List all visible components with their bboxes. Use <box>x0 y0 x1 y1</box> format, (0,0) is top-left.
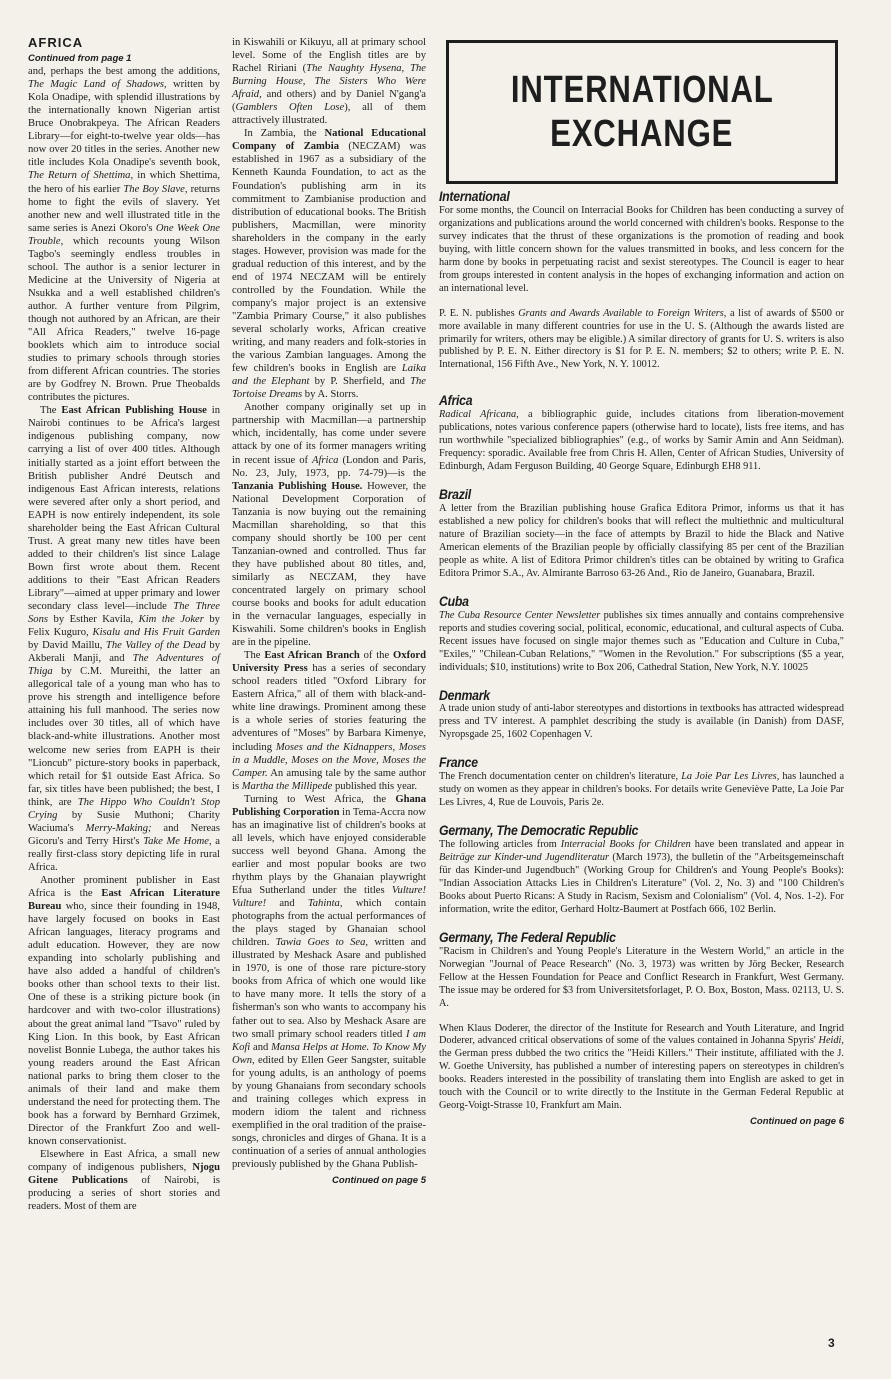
subsection-denmark <box>439 686 844 743</box>
subsection-heading: Denmark <box>439 686 490 703</box>
subsection-brazil <box>439 488 844 581</box>
paragraph: Turning to West Africa, the Ghana Publishing Corporation in Tema-Accra now has an imaginative list of children's books at all levels, which have enjoyed considerable success well beyond Ghana. Among the earlier and most popular books are two rhythm plays by the Ghanaian playwright Efua Sutherland under the titles Vulture! Vulture! and Tahinta, which contain photographs from the actual performances of the plays staged by Ghanaian school children. Tawia Goes to Sea, written and illustrated by Meshack Asare and published in 1970, is one of those rare picture-story books from Africa of which one would like to have many more. It tells the story of a fisherman's son who wants to accompany his father out to sea. Also by Meshack Asare are two small primary school readers titled I am Kofi and Mansa Helps at Home. To Know My Own, edited by Ellen Geer Sangster, suitable for young adults, is an anthology of poems by young Ghanaians from secondary schools and training colleges which express in modern idiom the talent and richness exemplified in the oral tradition of the praise-songs, chronicles and dirges of Ghana. It is a continuation of a series of annual anthologies previously published by the Ghana Publish- <box>232 793 427 1171</box>
subsection-heading: International <box>439 188 510 204</box>
subsection-france <box>439 756 844 810</box>
paragraph: When Klaus Doderer, the director of the Institute for Research and Youth Literature, and Ingrid Doderer, advanced critical observations of some of the values contained in Johanna Spyris' Heidi, the German press dubbed the two critics the "Heidi Killers." Their institute, affiliated with the J. W. Goethe University, has published a number of interesting papers on stereotypes in children's books. Readers interested in the possibility of translating them into English are asked to get in touch with the Council or to write directly to the Institute in the German Federal Republic at Georg-Voigt-Strasse 10, Frankfurt am Main. <box>439 1022 844 1112</box>
continued-on-label: Continued on page 5 <box>332 1175 426 1187</box>
masthead-title-line2: EXCHANGE <box>550 113 734 155</box>
subsection-germany-federal <box>439 928 844 1113</box>
column-right <box>439 190 844 1129</box>
paragraph: A trade union study of anti-labor stereotypes and distortions in textbooks has attracted widespread press and TV interest. A pamphlet describing the study is available (in Danish) from DASF, Nyropsgade 25, 1602 Copenhagen V. <box>439 703 844 741</box>
paragraph: P. E. N. publishes Grants and Awards Available to Foreign Writers, a list of awards of $500 or more available in many different countries for use in the U. S. (Although the awards listed are primarily for writers, others may be eligible.) A similar directory of grants for U. S. writers is also published by P. E. N. Either directory is $1 for P. E. N. members; $2 to others; write P. E. N. International, 156 Fifth Ave., New York, N. Y. 10012. <box>439 307 844 371</box>
column-left <box>28 36 220 1213</box>
masthead-title-line1: INTERNATIONAL <box>510 69 774 111</box>
paragraph: For some months, the Council on Interracial Books for Children has been conducting a survey of organizations and publications around the world concerned with children's books. Response to the survey indicates that the thrust of these organizations is the promotion of reading and book buying, with little concern shown for the values transmitted in books, and less concern for the harm done by books in perpetuating racist and sexist stereotypes. The Council is eager to hear from groups interested in content analysis in the hopes of exchanging information and action on an international level. <box>439 204 844 294</box>
subsection-heading: Cuba <box>439 592 469 609</box>
subsection-heading: Africa <box>439 392 473 409</box>
paragraph: "Racism in Children's and Young People's Literature in the Western World," an article in the Norwegian "Journal of Peace Research" (No. 3, 1973) was written by Jörg Becker, Research Fellow at the Hessen Foundation for Peace and Conflict Research in Frankfurt, West Germany. The issue may be ordered for $3 from Universitetsforlaget, P. O. Box, Boston, Mass. 02113, U. S. A. <box>439 945 844 1009</box>
continued-on-label: Continued on page 6 <box>750 1116 844 1128</box>
subsection-germany-democratic <box>439 824 844 917</box>
subsection-heading: Brazil <box>439 486 471 503</box>
subsection-heading: France <box>439 754 478 771</box>
paragraph: The French documentation center on children's literature, La Joie Par Les Livres, has launched a study on women as they appear in children's books. For details write Geneviève Patte, La Joie Par Les Livres, 4, Rue de Louvois, Paris 2e. <box>439 771 845 809</box>
paragraph: A letter from the Brazilian publishing house Grafica Editora Primor, informs us that it has established a new policy for children's books that will reflect the multiethnic and multicultural nature of Brazilian society—in the face of attempts by Brazil to hide the Black and Native American elements of the Brazilian people by officially classifying 85 per cent of the Brazilian people as white. A list of Editora Primor children's titles can be obtained by writing to Grafica Editora Primor S.A., Av. Almirante Barroso 63-26 And., Rio de Janeiro, Guanabara, Brazil. <box>439 503 844 579</box>
masthead-box <box>446 40 838 184</box>
subsection-heading: Germany, The Democratic Republic <box>439 822 639 839</box>
subsection-heading: Germany, The Federal Republic <box>439 928 616 945</box>
paragraph: Another company originally set up in partnership with Macmillan—a partnership which, incidentally, has come under severe attack by one of its former managers writing in recent issue of Africa (London and Paris, No. 23, July, 1973, pp. 74-79)—is the Tanzania Publishing House. However, the National Development Corporation of Tanzania is now buying out the remaining Macmillan shareholding, so that this company should shortly be 100 per cent Tanzanian-owned and controlled. Thus far they have published about 80 titles, and, similarly as NECZAM, they have concentrated largely on primary school course books and books for adult education in the vernacular languages, especially in Kiswahili. Some children's books in English are in the pipeline. <box>232 402 427 649</box>
paragraph: In Zambia, the National Educational Company of Zambia (NECZAM) was established in 1967 as a subsidiary of the Kenneth Kaunda Foundation, to act as the Foundation's publishing arm in its commitment to Zambianise production and distribution of educational books. The British publishers, Macmillan, were minority shareholders in the company in the early stages. However, provision was made for the gradual reduction of this interest, and by the end of 1974 NECZAM will be entirely controlled by the Foundation. While the company's major project is an extensive "Zambia Primary Course," it also publishes several scholarly works, African creative writing, and many readers and folk-stories in the various Zambian languages. Among the few children's books in English are Laika and the Elephant by P. Sherfield, and The Tortoise Dreams by A. Storrs. <box>232 128 427 401</box>
continued-from-label: Continued from page 1 <box>28 53 132 65</box>
paragraph: Elsewhere in East Africa, a small new company of indigenous publishers, Njogu Gitene Publications of Nairobi, is producing a series of short stories and readers. Most of them are <box>28 1148 220 1213</box>
paragraph: in Kiswahili or Kikuyu, all at primary school level. Some of the English titles are by Rachel Ririani (The Naughty Hysena, The Burning House, The Sisters Who Were Afraid, and others) and by Daniel N'gang'a (Gamblers Often Lose), all of them attractively illustrated. <box>232 37 427 127</box>
page-number: 3 <box>828 1336 835 1350</box>
paragraph: The following articles from Interracial Books for Children have been translated and appear in Beiträge zur Kinder-und Jugendliteratur (March 1973), the bulletin of the "Arbeitsgemeinschaft für das Kinder-und Jugendbuch" (Working Group for Children's and Young People's Books): "Indian Association Attacks Lies in Children's Literature" (Vol. 2, No. 3) and "100 Children's Books about Puerto Ricans: A Study in Racism, Sexism and Colonialism" (Vol. 4, Nos. 1-2). For information, write the editor, Gerhard Holtz-Baumert at Postfach 666, 102 Berlin. <box>439 839 844 915</box>
paragraph: The East African Publishing House in Nairobi continues to be Africa's largest indigenous publishing company, now carrying a list of over 400 titles. Although initially started as a joint effort between the British publisher André Deutsch and indigenous East African interests, relations were severed after only a short period, and EAPH is now entirely independent, its sole shareholder being the East African Cultural Trust. A great many new titles have been added to their children's list since Lalage Bown first wrote about them. Recent additions to their "East African Readers Library"—aimed at upper primary and lower secondary class level—include The Three Sons by Esther Kavila, Kim the Joker by Felix Kuguro, Kisalu and His Fruit Garden by David Maillu, The Valley of the Dead by Akberali Manji, and The Adventures of Thiga by C.M. Mureithi, the latter an allegorical tale of a young man who has to prove his strength and intelligence before attaining his full manhood. The series now includes over 30 titles, all of which have black-and-white illustrations. Another most welcome new series from EAPH is their "Lioncub" picture-story books in paperback, which retail for $1 outside East Africa. So far, six titles have been published; the best, I think, are The Hippo Who Couldn't Stop Crying by Susie Muthoni; Charity Waciuma's Merry-Making; and Nereas Gicoru's and Terry Hirst's Take Me Home, a really first-class story depicting life in rural Africa. <box>28 405 221 873</box>
paragraph: and, perhaps the best among the additions, The Magic Land of Shadows, written by Kola Onadipe, with splendid illustrations by the internationally known Nigerian artist Bruce Onobrakpeya. The African Readers Library—for eight-to-twelve year olds—has now over 20 titles in the series. Another new title includes Kola Onadipe's seventh book, The Return of Shettima, in which Shettima, the hero of his earlier The Boy Slave, returns home to fight the evils of slavery. Yet another new and well illustrated title in the same series is Anezi Okoro's One Week One Trouble, which recounts young Wilson Tagbo's seemingly endless troubles in school. The author is a senior lecturer in Medicine at the University of Nigeria at Nsukka and a well established children's author. A further venture from Pilgrim, though not authored by an African, are their "All Africa Readers," twelve 16-page booklets which aim to introduce social studies to primary schools through stories from different African countries. The stories are by Godfrey N. Brown. Prue Theobalds contributes the pictures. <box>28 66 220 404</box>
paragraph: Radical Africana, a bibliographic guide, includes citations from liberation-movement publications, notes various conference papers (otherwise hard to locate), lists free items, and has run worthwhile "specialized bibliographies" (e.g., of works by Samir Amin and Ann Seidman). Frequency: sporadic. Available free from Chris H. Allen, Center of African Studies, University of Edinburgh, Adam Ferguson Building, 40 George Square, Edinburgh EH8 911. <box>439 409 845 473</box>
subsection-cuba <box>439 592 844 675</box>
subsection-international <box>439 190 844 372</box>
paragraph: The East African Branch of the Oxford University Press has a series of secondary school readers titled "Oxford Library for Eastern Africa," all of them with black-and-white line drawings. Prominent among these is a whole series of stories featuring the adventures of "Moses" by Barbara Kimenye, including Moses and the Kidnappers, Moses in a Muddle, Moses on the Move, Moses the Camper. An amusing tale by the same author is Martha the Millipede published this year. <box>232 650 427 792</box>
section-title: AFRICA <box>28 35 84 50</box>
subsection-africa <box>439 394 844 474</box>
column-middle <box>232 36 426 1187</box>
paragraph: Another prominent publisher in East Africa is the East African Literature Bureau who, since their founding in 1948, have largely focused on books in East African languages, literacy programs and adult education. However, they are now expanding into scholarly publishing and have also added a handful of children's books other than school texts to their list. One of these is a striking picture book (in hardcover and with two-color illustrations) about the great animal land "Tsavo" ruled by King Lion. In this book, by East African novelist Bonnie Lubega, the author takes his young readers around the East African national parks to bring them closer to the animals of their land and make them understand the need for protecting them. The book has a forward by Bernhard Grzimek, Director of the Frankfurt Zoo and well-known conservationist. <box>28 875 221 1147</box>
paragraph: The Cuba Resource Center Newsletter publishes six times annually and contains comprehensive reports and studies covering social, political, economic, educational, and cultural aspects of Cuba. Recent issues have focused on single major themes such as "Education and Culture in Cuba," "Exiles," "Chilean-Cuban Relations," "Women in the Revolution." For subscriptions ($5 a year, individuals; $10, institutions) write to Box 206, Cathedral Station, New York, N.Y. 10025 <box>439 609 844 673</box>
